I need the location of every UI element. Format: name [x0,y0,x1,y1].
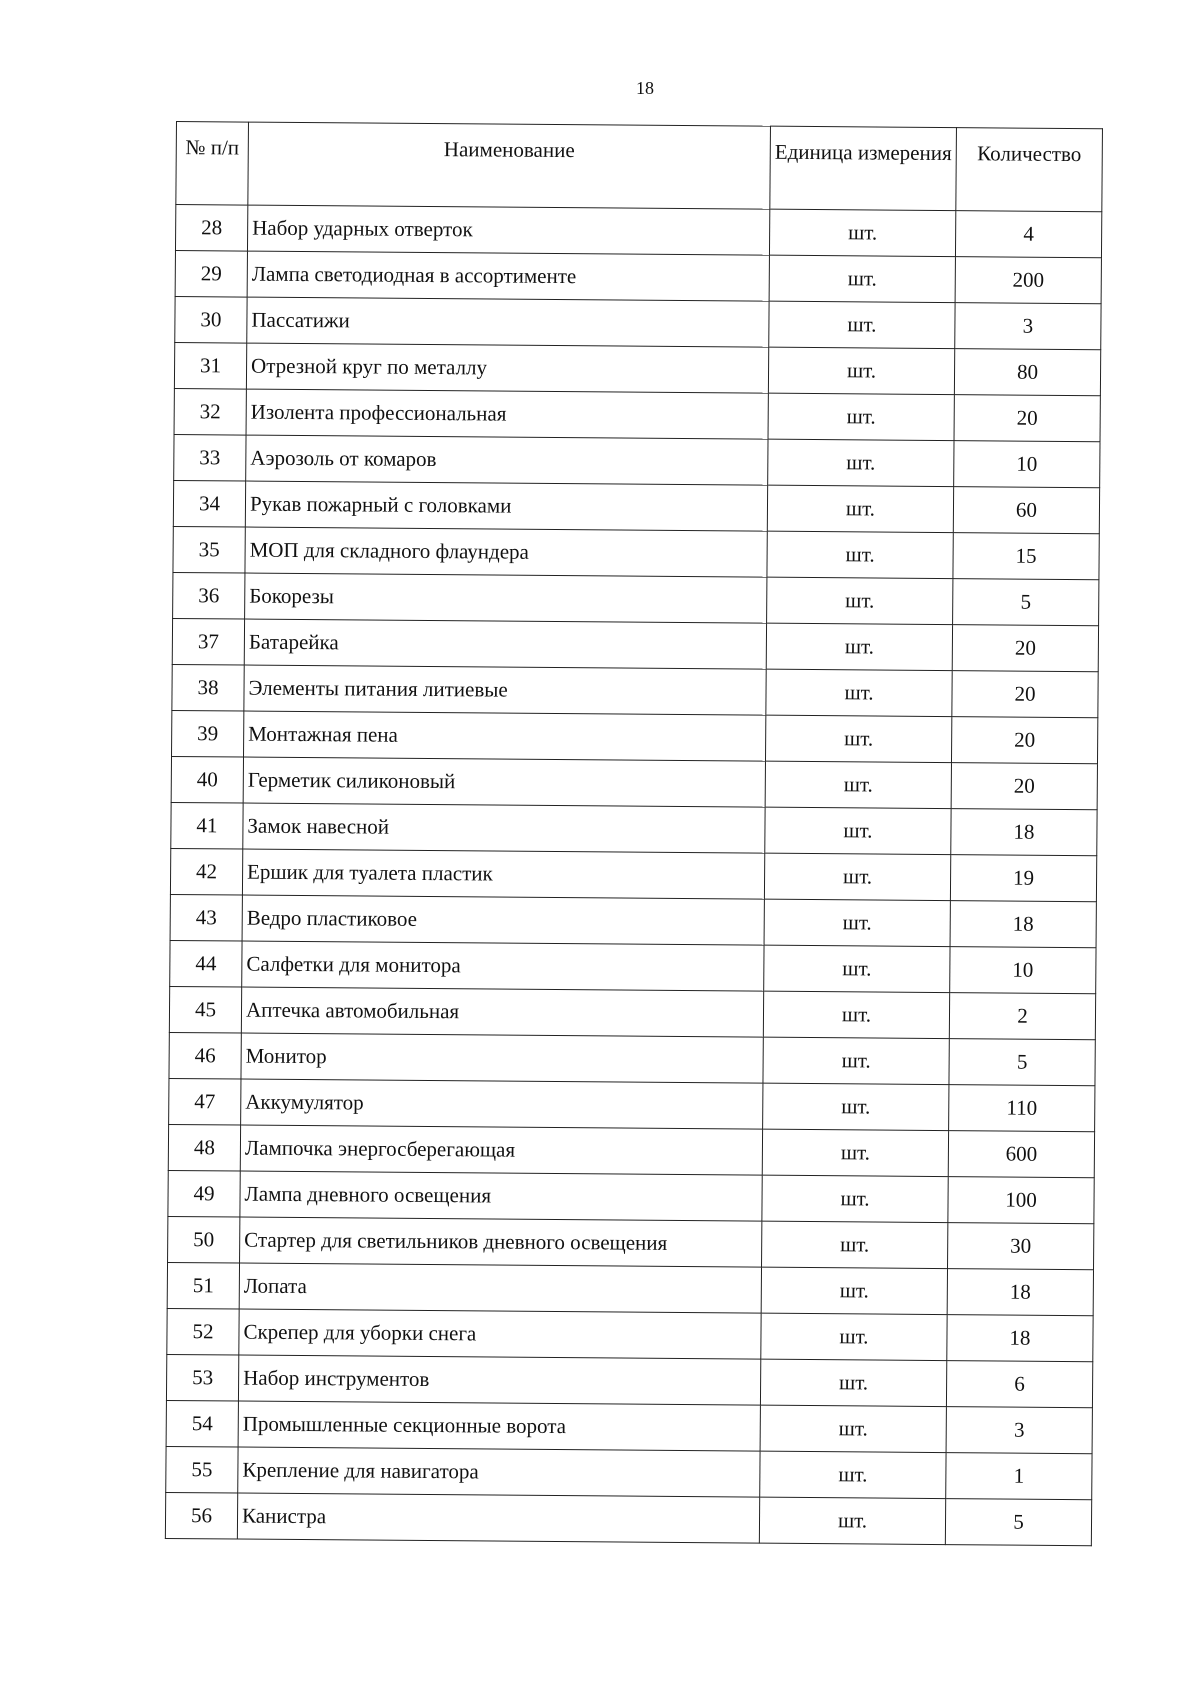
table-row [171,802,1097,855]
header-name: Наименование [248,122,771,209]
cell-name: МОП для складного флаундера [245,527,767,577]
cell-number: 36 [173,572,245,619]
cell-quantity: 600 [948,1131,1094,1178]
cell-number: 37 [172,618,244,665]
cell-number: 40 [171,756,243,803]
cell-name: Лампочка энергосберегающая [240,1125,762,1175]
cell-quantity: 5 [945,1499,1091,1546]
cell-name: Ведро пластиковое [242,895,764,945]
table-row [174,342,1100,395]
cell-name: Промышленные секционные ворота [238,1401,760,1451]
cell-number: 47 [169,1078,241,1125]
cell-name: Бокорезы [245,573,767,623]
cell-quantity: 20 [952,625,1098,672]
table-row [166,1400,1092,1453]
header-unit: Единица измерения [770,126,957,210]
cell-number: 55 [166,1446,238,1493]
table-row [172,664,1098,717]
table-row [170,940,1096,993]
cell-quantity: 2 [949,993,1095,1040]
cell-name: Аэрозоль от комаров [246,435,768,485]
cell-unit: шт. [760,1451,946,1498]
cell-unit: шт. [764,945,950,992]
cell-name: Набор инструментов [238,1355,760,1405]
cell-number: 38 [172,664,244,711]
cell-number: 52 [167,1308,239,1355]
cell-unit: шт. [762,1175,948,1222]
cell-quantity: 10 [954,441,1100,488]
cell-unit: шт. [765,761,951,808]
table-row [168,1124,1094,1177]
cell-number: 53 [166,1354,238,1401]
cell-unit: шт. [767,485,953,532]
cell-unit: шт. [761,1313,947,1360]
cell-quantity: 20 [951,763,1097,810]
cell-number: 30 [175,296,247,343]
cell-unit: шт. [768,347,954,394]
cell-quantity: 100 [948,1177,1094,1224]
cell-number: 44 [170,940,242,987]
table-row [170,894,1096,947]
cell-number: 32 [174,388,246,435]
header-quantity: Количество [956,128,1103,212]
cell-quantity: 110 [949,1085,1095,1132]
cell-name: Ершик для туалета пластик [242,849,764,899]
cell-unit: шт. [768,393,954,440]
cell-number: 51 [167,1262,239,1309]
cell-number: 31 [174,342,246,389]
cell-unit: шт. [763,1083,949,1130]
table-row [175,205,1101,258]
table-row [165,1492,1091,1545]
cell-quantity: 20 [954,395,1100,442]
table-body [165,205,1101,1546]
table-row [173,480,1099,533]
cell-quantity: 200 [955,257,1101,304]
cell-name: Элементы питания литиевые [244,665,766,715]
table-row [169,1078,1095,1131]
cell-unit: шт. [764,853,950,900]
cell-number: 29 [175,250,247,297]
cell-unit: шт. [762,1221,948,1268]
cell-name: Батарейка [244,619,766,669]
cell-unit: шт. [766,669,952,716]
cell-name: Рукав пожарный с головками [245,481,767,531]
cell-quantity: 5 [953,579,1099,626]
table-row [167,1308,1093,1361]
cell-name: Набор ударных отверток [247,205,769,255]
cell-quantity: 20 [952,671,1098,718]
cell-quantity: 80 [954,349,1100,396]
table-row [169,986,1095,1039]
cell-number: 28 [175,205,247,252]
table-header [176,122,1103,212]
cell-name: Отрезной круг по металлу [246,343,768,393]
cell-unit: шт. [760,1359,946,1406]
table-row [174,434,1100,487]
cell-number: 54 [166,1400,238,1447]
cell-unit: шт. [768,439,954,486]
cell-number: 41 [171,802,243,849]
cell-name: Скрепер для уборки снега [239,1309,761,1359]
cell-name: Замок навесной [243,803,765,853]
cell-number: 45 [169,986,241,1033]
cell-unit: шт. [767,577,953,624]
page-number: 18 [636,78,654,98]
cell-unit: шт. [769,255,955,302]
cell-name: Изолента профессиональная [246,389,768,439]
cell-name: Лопата [239,1263,761,1313]
cell-name: Монтажная пена [244,711,766,761]
table-row [166,1446,1092,1499]
cell-quantity: 20 [951,717,1097,764]
cell-number: 48 [168,1124,240,1171]
cell-quantity: 30 [948,1223,1094,1270]
cell-unit: шт. [761,1267,947,1314]
cell-number: 42 [170,848,242,895]
cell-quantity: 1 [946,1453,1092,1500]
cell-quantity: 4 [955,211,1101,258]
table-row [167,1262,1093,1315]
cell-quantity: 6 [946,1361,1092,1408]
cell-number: 34 [173,480,245,527]
table-row [173,526,1099,579]
cell-name: Лампа дневного освещения [240,1171,762,1221]
cell-quantity: 15 [953,533,1099,580]
cell-name: Лампа светодиодная в ассортименте [247,251,769,301]
cell-quantity: 18 [951,809,1097,856]
cell-quantity: 18 [950,901,1096,948]
cell-name: Салфетки для монитора [242,941,764,991]
cell-unit: шт. [763,1037,949,1084]
cell-name: Аккумулятор [241,1079,763,1129]
cell-quantity: 18 [947,1315,1093,1362]
cell-number: 49 [168,1170,240,1217]
cell-unit: шт. [763,991,949,1038]
cell-number: 56 [165,1492,237,1539]
table-row [168,1170,1094,1223]
table-row [166,1354,1092,1407]
table-row [170,848,1096,901]
cell-quantity: 10 [950,947,1096,994]
cell-unit: шт. [764,899,950,946]
cell-unit: шт. [765,807,951,854]
table-row [169,1032,1095,1085]
cell-number: 50 [168,1216,240,1263]
table-row [173,572,1099,625]
cell-number: 46 [169,1032,241,1079]
cell-name: Аптечка автомобильная [241,987,763,1037]
inventory-table [165,121,1103,1546]
cell-name: Крепление для навигатора [238,1447,760,1497]
cell-number: 43 [170,894,242,941]
header-number: № п/п [176,122,249,206]
table-row [174,388,1100,441]
cell-unit: шт. [769,209,955,256]
cell-unit: шт. [759,1497,945,1544]
cell-unit: шт. [767,531,953,578]
cell-number: 39 [172,710,244,757]
table-row [175,250,1101,303]
table-row [168,1216,1094,1269]
table-row [172,618,1098,671]
table-row [175,296,1101,349]
cell-name: Монитор [241,1033,763,1083]
cell-name: Канистра [237,1493,759,1543]
cell-name: Герметик силиконовый [243,757,765,807]
cell-name: Стартер для светильников дневного освещения [240,1217,762,1267]
cell-number: 35 [173,526,245,573]
cell-name: Пассатижи [247,297,769,347]
cell-quantity: 3 [955,303,1101,350]
table-row [172,710,1098,763]
cell-quantity: 5 [949,1039,1095,1086]
cell-quantity: 19 [950,855,1096,902]
header-row [176,122,1103,212]
table-row [171,756,1097,809]
cell-quantity: 18 [947,1269,1093,1316]
cell-unit: шт. [765,715,951,762]
cell-quantity: 3 [946,1407,1092,1454]
cell-unit: шт. [766,623,952,670]
cell-unit: шт. [769,301,955,348]
cell-quantity: 60 [953,487,1099,534]
cell-unit: шт. [762,1129,948,1176]
cell-unit: шт. [760,1405,946,1452]
cell-number: 33 [174,434,246,481]
